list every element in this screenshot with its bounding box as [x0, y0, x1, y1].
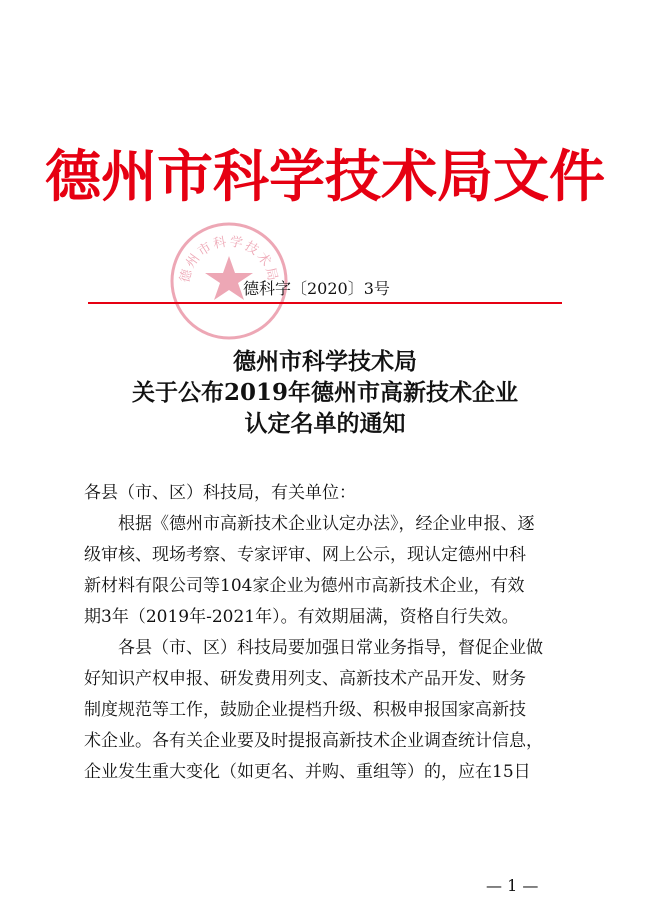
header-divider [88, 302, 562, 304]
body-line: 期3年（2019年-2021年）。有效期届满，资格自行失效。 [84, 607, 519, 627]
body-line: 根据《德州市高新技术企业认定办法》，经企业申报、逐 [118, 514, 535, 534]
body-line: 好知识产权申报、研发费用列支、高新技术产品开发、财务 [84, 669, 526, 689]
title-line: 认定名单的通知 [244, 410, 406, 437]
body-line: 企业发生重大变化（如更名、并购、重组等）的，应在15日 [84, 762, 531, 782]
title-line: 关于公布2019年德州市高新技术企业 [131, 379, 518, 406]
title-line: 德州市科学技术局 [233, 348, 417, 375]
document-header-title: 德州市科学技术局文件 [45, 144, 605, 210]
notice-body [84, 478, 570, 788]
salutation: 各县（市、区）科技局，有关单位： [84, 483, 356, 503]
body-line: 新材料有限公司等104家企业为德州市高新技术企业，有效 [84, 576, 525, 596]
page-number: — 1 — [486, 876, 539, 895]
body-line: 级审核、现场考察、专家评审、网上公示，现认定德州中科 [84, 545, 526, 565]
notice-title [0, 346, 650, 439]
document-number: 德科字〔2020〕3号 [243, 279, 390, 298]
body-line: 制度规范等工作，鼓励企业提档升级、积极申报国家高新技 [84, 700, 526, 720]
body-line: 各县（市、区）科技局要加强日常业务指导，督促企业做 [118, 638, 543, 658]
seal-text: 德州市科学技术局 [177, 234, 281, 285]
body-line: 术企业。各有关企业要及时提报高新技术企业调查统计信息， [84, 731, 543, 751]
